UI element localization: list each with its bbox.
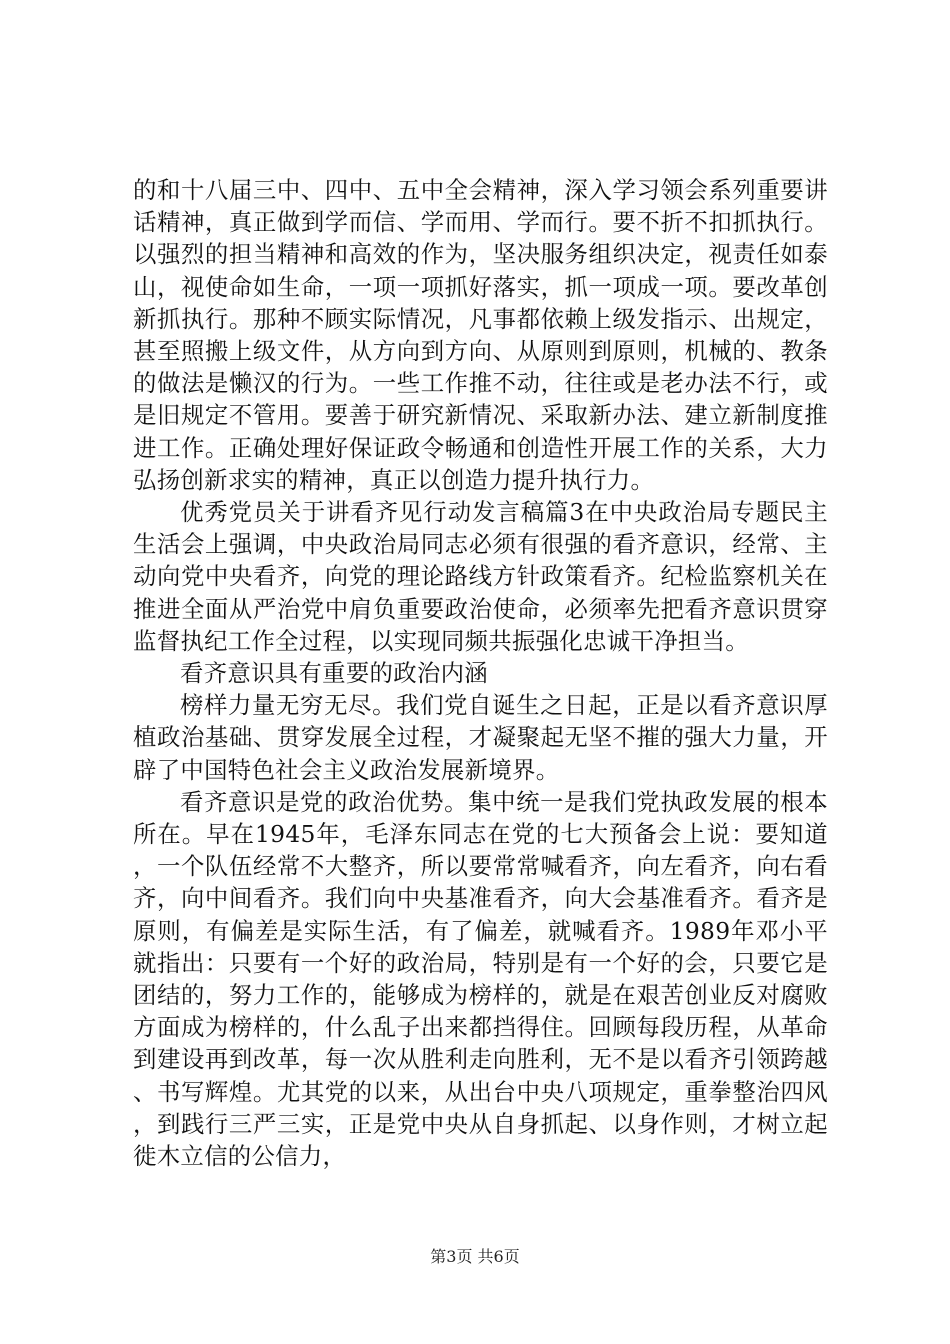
paragraph: 榜样力量无穷无尽。我们党自诞生之日起，正是以看齐意识厚植政治基础、贯穿发展全过程，才凝聚起无坚不摧的强大力量，开辟了中国特色社会主义政治发展新境界。: [133, 691, 828, 784]
document-body: [133, 174, 828, 1172]
paragraph: 的和十八届三中、四中、五中全会精神，深入学习领会系列重要讲话精神，真正做到学而信、学而用、学而行。要不折不扣抓执行。以强烈的担当精神和高效的作为，坚决服务组织决定，视责任如泰山，视使命如生命，一项一项抓好落实，抓一项成一项。要改革创新抓执行。那种不顾实际情况，凡事都依赖上级发指示、出规定，甚至照搬上级文件，从方向到方向、从原则到原则，机械的、教条的做法是懒汉的行为。一些工作推不动，往往或是老办法不行，或是旧规定不管用。要善于研究新情况、采取新办法、建立新制度推进工作。正确处理好保证政令畅通和创造性开展工作的关系，大力弘扬创新求实的精神，真正以创造力提升执行力。: [133, 176, 828, 494]
section-heading: 看齐意识具有重要的政治内涵: [180, 659, 488, 688]
paragraph: 优秀党员关于讲看齐见行动发言稿篇3在中央政治局专题民主生活会上强调，中央政治局同志必须有很强的看齐意识，经常、主动向党中央看齐，向党的理论路线方针政策看齐。纪检监察机关在推进全面从严治党中肩负重要政治使命，必须率先把看齐意识贯穿监督执纪工作全过程，以实现同频共振强化忠诚干净担当。: [133, 498, 828, 655]
page-number-footer: 第3页 共6页: [430, 1247, 520, 1266]
paragraph: 看齐意识是党的政治优势。集中统一是我们党执政发展的根本所在。早在1945年，毛泽东同志在党的七大预备会上说：要知道，一个队伍经常不大整齐，所以要常常喊看齐，向左看齐，向右看齐，向中间看齐。我们向中央基准看齐，向大会基准看齐。看齐是原则，有偏差是实际生活，有了偏差，就喊看齐。1989年邓小平就指出：只要有一个好的政治局，特别是有一个好的会，只要它是团结的，努力工作的，能够成为榜样的，就是在艰苦创业反对腐败方面成为榜样的，什么乱子出来都挡得住。回顾每段历程，从革命到建设再到改革，每一次从胜利走向胜利，无不是以看齐引领跨越、书写辉煌。尤其党的以来，从出台中央八项规定，重拳整治四风，到践行三严三实，正是党中央从自身抓起、以身作则，才树立起徙木立信的公信力，: [133, 787, 828, 1171]
